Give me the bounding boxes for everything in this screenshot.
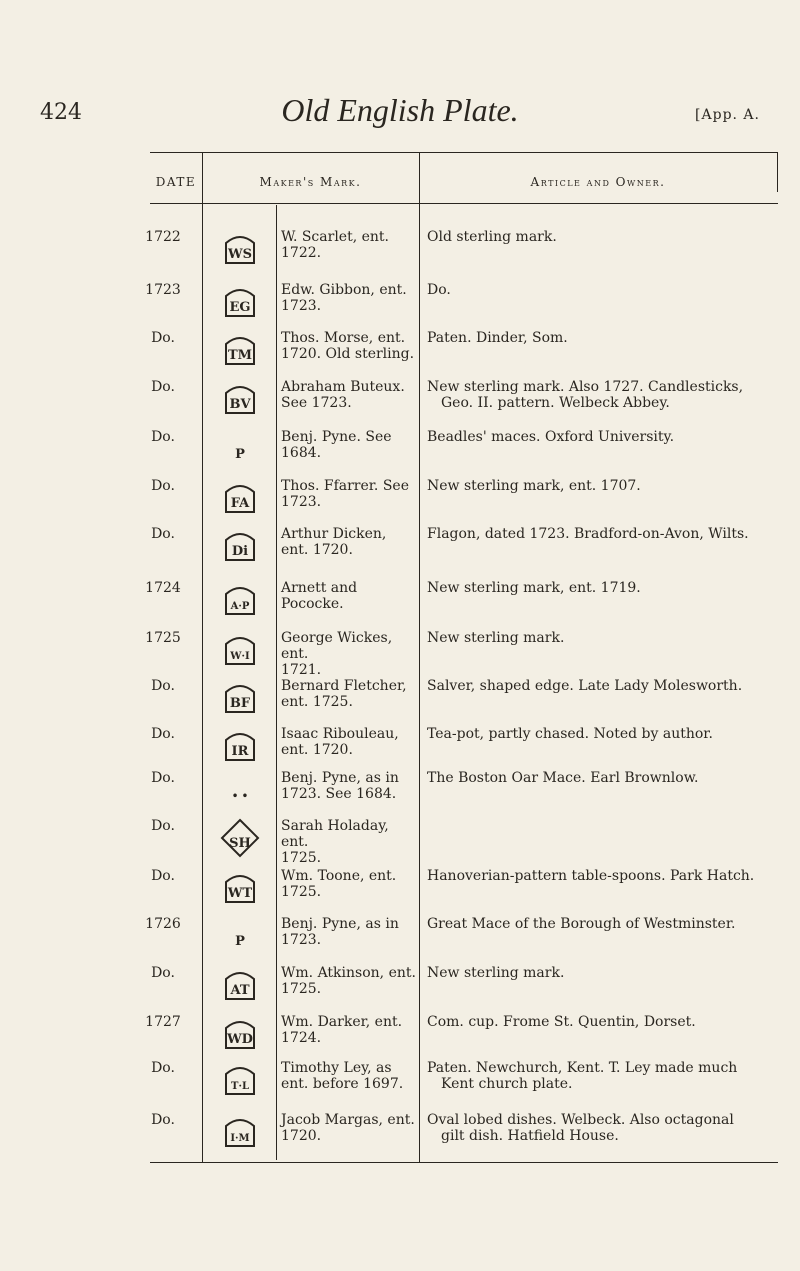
row-date: Do. (151, 429, 175, 445)
row-date: Do. (151, 478, 175, 494)
row-article: New sterling mark, ent. 1719. (427, 580, 641, 596)
row-article: Tea-pot, partly chased. Noted by author. (427, 726, 713, 742)
row-maker: Arnett and Pococke. (281, 580, 358, 612)
svg-text:• •: • • (231, 791, 249, 802)
row-article: New sterling mark. Also 1727. Candlesticks, Geo. II. pattern. Welbeck Abbey. (427, 379, 744, 411)
row-maker: Wm. Darker, ent. 1724. (281, 1014, 403, 1046)
row-date: 1725 (145, 630, 181, 646)
column-header-maker: Maker's Mark. (259, 175, 362, 189)
row-date: Do. (151, 965, 175, 981)
svg-text:SH: SH (229, 836, 251, 851)
row-maker: Abraham Buteux. See 1723. (281, 379, 405, 411)
maker-mark-icon (205, 678, 275, 720)
page-number: 424 (40, 100, 82, 125)
row-maker: Edw. Gibbon, ent. 1723. (281, 282, 407, 314)
maker-mark-icon (205, 630, 275, 672)
svg-text:I·M: I·M (230, 1133, 250, 1144)
table-row (0, 868, 800, 918)
maker-mark-icon (205, 818, 275, 860)
row-article: Beadles' maces. Oxford University. (427, 429, 675, 445)
table-row (0, 726, 800, 776)
row-maker: Arthur Dicken, ent. 1720. (281, 526, 387, 558)
svg-text:WD: WD (227, 1032, 253, 1047)
svg-text:TM: TM (227, 348, 253, 363)
row-article: The Boston Oar Mace. Earl Brownlow. (427, 770, 699, 786)
svg-text:T·L: T·L (231, 1081, 249, 1092)
table-row (0, 965, 800, 1015)
svg-text:BF: BF (229, 696, 251, 711)
row-maker: Wm. Atkinson, ent. 1725. (281, 965, 416, 997)
row-maker: Benj. Pyne, as in 1723. (281, 916, 399, 948)
row-article: New sterling mark. (427, 630, 565, 646)
row-article: New sterling mark, ent. 1707. (427, 478, 641, 494)
row-maker: W. Scarlet, ent. 1722. (281, 229, 389, 261)
table-row (0, 1112, 800, 1162)
row-maker: Benj. Pyne, as in 1723. See 1684. (281, 770, 399, 802)
appendix-label: [App. A. (695, 107, 760, 123)
table-row (0, 379, 800, 429)
page-title: Old English Plate. (281, 92, 519, 128)
row-article: Do. (427, 282, 451, 298)
svg-text:BV: BV (229, 397, 251, 412)
row-article: New sterling mark. (427, 965, 565, 981)
maker-mark-icon (205, 965, 275, 1007)
table-row (0, 770, 800, 820)
table-row (0, 580, 800, 630)
svg-text:P: P (235, 447, 245, 462)
svg-text:WT: WT (227, 886, 253, 901)
svg-text:AT: AT (230, 983, 250, 998)
maker-mark-icon (205, 282, 275, 324)
column-header-date: DATE (155, 175, 197, 189)
row-article: Flagon, dated 1723. Bradford-on-Avon, Wilts. (427, 526, 749, 542)
column-header-article: Article and Owner. (530, 175, 666, 189)
maker-mark-icon (205, 1014, 275, 1056)
table-row (0, 916, 800, 966)
row-maker: Thos. Ffarrer. See 1723. (281, 478, 409, 510)
row-article: Hanoverian-pattern table-spoons. Park Hatch. (427, 868, 755, 884)
table-row (0, 678, 800, 728)
maker-mark-icon (205, 526, 275, 568)
row-article: Paten. Dinder, Som. (427, 330, 568, 346)
maker-mark-icon (205, 770, 275, 812)
table-row (0, 526, 800, 576)
maker-mark-icon (205, 330, 275, 372)
row-maker: Jacob Margas, ent. 1720. (281, 1112, 415, 1144)
maker-mark-icon (205, 379, 275, 421)
row-article: Old sterling mark. (427, 229, 557, 245)
maker-mark-icon (205, 229, 275, 271)
row-date: Do. (151, 1060, 175, 1076)
row-maker: Isaac Ribouleau, ent. 1720. (281, 726, 399, 758)
table-row (0, 330, 800, 380)
row-date: Do. (151, 330, 175, 346)
table-row (0, 630, 800, 680)
svg-text:WS: WS (228, 247, 252, 262)
maker-mark-icon (205, 429, 275, 471)
row-date: Do. (151, 379, 175, 395)
maker-mark-icon (205, 580, 275, 622)
table-row (0, 1060, 800, 1110)
row-article: Oval lobed dishes. Welbeck. Also octagonal gilt dish. Hatfield House. (427, 1112, 734, 1144)
svg-text:A·P: A·P (230, 601, 250, 612)
row-date: Do. (151, 868, 175, 884)
row-maker: Timothy Ley, as ent. before 1697. (281, 1060, 404, 1092)
table-row (0, 478, 800, 528)
row-date: Do. (151, 770, 175, 786)
page-header (0, 0, 800, 140)
table-row (0, 1014, 800, 1064)
row-date: Do. (151, 818, 175, 834)
row-date: 1722 (145, 229, 181, 245)
row-article: Salver, shaped edge. Late Lady Molesworth. (427, 678, 743, 694)
row-date: 1726 (145, 916, 181, 932)
row-maker: Benj. Pyne. See 1684. (281, 429, 392, 461)
maker-mark-icon (205, 1112, 275, 1154)
row-date: Do. (151, 726, 175, 742)
svg-text:IR: IR (231, 744, 249, 759)
maker-mark-icon (205, 868, 275, 910)
svg-text:Di: Di (231, 544, 249, 559)
row-article: Com. cup. Frome St. Quentin, Dorset. (427, 1014, 696, 1030)
maker-mark-icon (205, 478, 275, 520)
table-row (0, 818, 800, 868)
row-date: 1727 (145, 1014, 181, 1030)
row-maker: Thos. Morse, ent. 1720. Old sterling. (281, 330, 415, 362)
row-article: Paten. Newchurch, Kent. T. Ley made much Kent church plate. (427, 1060, 738, 1092)
row-maker: George Wickes, ent. 1721. (281, 630, 393, 678)
maker-mark-icon (205, 1060, 275, 1102)
svg-text:FA: FA (230, 496, 250, 511)
maker-mark-icon (205, 916, 275, 958)
row-date: Do. (151, 678, 175, 694)
row-date: 1723 (145, 282, 181, 298)
row-date: Do. (151, 526, 175, 542)
row-maker: Sarah Holaday, ent. 1725. (281, 818, 389, 866)
svg-text:EG: EG (229, 300, 251, 315)
table-row (0, 229, 800, 279)
row-date: 1724 (145, 580, 181, 596)
svg-text:W·I: W·I (230, 651, 250, 662)
maker-mark-icon (205, 726, 275, 768)
row-maker: Wm. Toone, ent. 1725. (281, 868, 397, 900)
table-row (0, 282, 800, 332)
svg-text:P: P (235, 934, 245, 949)
table-row (0, 429, 800, 479)
row-article: Great Mace of the Borough of Westminster. (427, 916, 736, 932)
row-date: Do. (151, 1112, 175, 1128)
row-maker: Bernard Fletcher, ent. 1725. (281, 678, 407, 710)
